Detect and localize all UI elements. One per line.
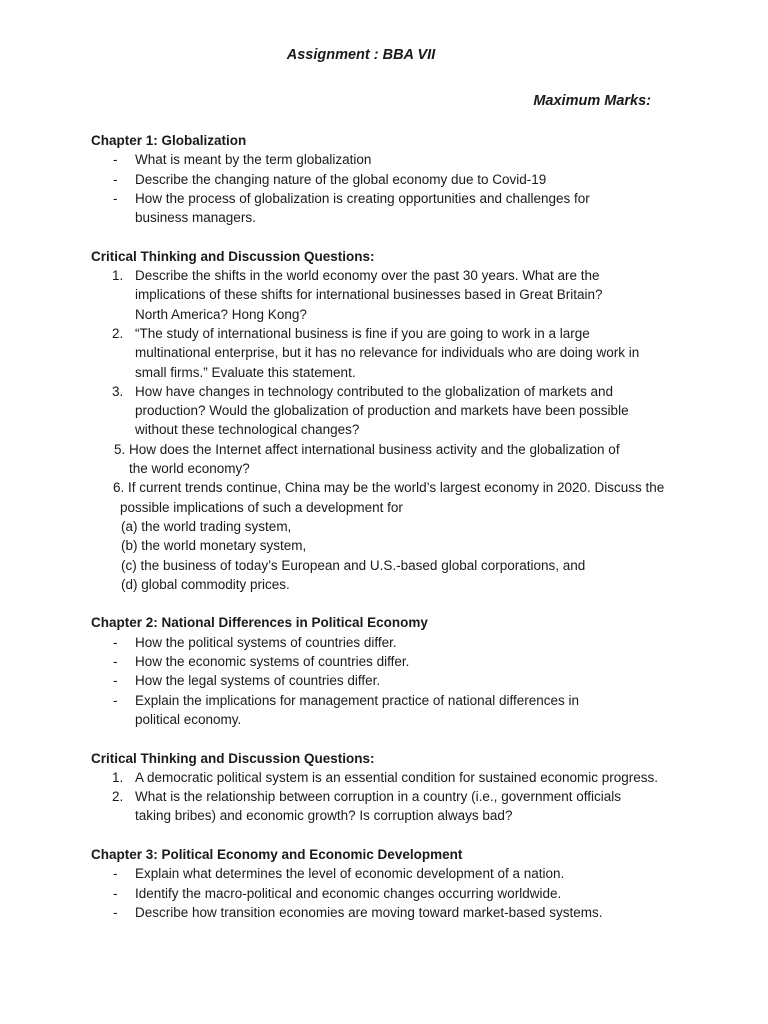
list-item: 3. How have changes in technology contributed to the globalization of markets and production? Would the globalization of production and markets have been possible without these technological changes?: [112, 383, 629, 438]
list-item: - How the process of globalization is creating opportunities and challenges for business managers.: [113, 190, 590, 226]
list-item: (c) the business of today’s European and U.S.-based global corporations, and: [121, 557, 586, 573]
chapter1-topic-list: [91, 150, 681, 227]
list-item: - Describe the changing nature of the global economy due to Covid-19: [113, 171, 547, 187]
list-item: 2. “The study of international business is fine if you are going to work in a large multinational enterprise, but it has no relevance for individuals who are doing work in small firms.” Evaluate this statement.: [112, 325, 640, 380]
chapter1-heading: Chapter 1: Globalization: [91, 133, 247, 148]
list-item: 5. How does the Internet affect international business activity and the globalization of the world economy?: [114, 441, 620, 477]
list-item: - What is meant by the term globalization: [113, 152, 372, 168]
list-item: - Explain the implications for management practice of national differences in political economy.: [113, 692, 579, 727]
list-item: 1. A democratic political system is an essential condition for sustained economic progress.: [112, 769, 658, 785]
list-item: (a) the world trading system,: [121, 518, 292, 534]
list-item: 1. Describe the shifts in the world economy over the past 30 years. What are the implications of these shifts for international businesses based in Great Britain? North America? Hong Kong?: [112, 268, 603, 322]
list-item: - How the legal systems of countries differ.: [113, 673, 381, 689]
list-item: - Describe how transition economies are moving toward market-based systems.: [113, 904, 603, 920]
chapter2-questions-heading: Critical Thinking and Discussion Questions:: [91, 750, 375, 766]
list-item: - How the economic systems of countries differ.: [113, 654, 410, 670]
maximum-marks-label: Maximum Marks:: [533, 93, 651, 109]
chapter2-question-list: [91, 768, 681, 826]
chapter3-heading: Chapter 3: Political Economy and Economic Development: [91, 846, 463, 862]
chapter1-question-list: [91, 266, 681, 440]
list-item: - Explain what determines the level of economic development of a nation.: [113, 866, 565, 882]
list-item: - How the political systems of countries differ.: [113, 634, 397, 650]
list-item: (d) global commodity prices.: [121, 576, 290, 592]
chapter2-heading: Chapter 2: National Differences in Political Economy: [91, 615, 428, 631]
list-item: (b) the world monetary system,: [121, 538, 307, 554]
list-item: 2. What is the relationship between corruption in a country (i.e., government officials taking bribes) and economic growth? Is corruption always bad?: [112, 789, 621, 824]
list-item: 6. If current trends continue, China may be the world’s largest economy in 2020. Discuss the possible implications of such a development for: [113, 480, 665, 515]
document-body: [91, 131, 681, 922]
chapter1-questions-heading: Critical Thinking and Discussion Questions:: [91, 248, 375, 264]
chapter3-topic-list: [91, 864, 681, 922]
chapter2-topic-list: [91, 633, 681, 729]
document-title: Assignment : BBA VII: [286, 47, 436, 63]
list-item: - Identify the macro-political and economic changes occurring worldwide.: [113, 885, 562, 901]
chapter1-q6-subitems: [91, 517, 681, 594]
